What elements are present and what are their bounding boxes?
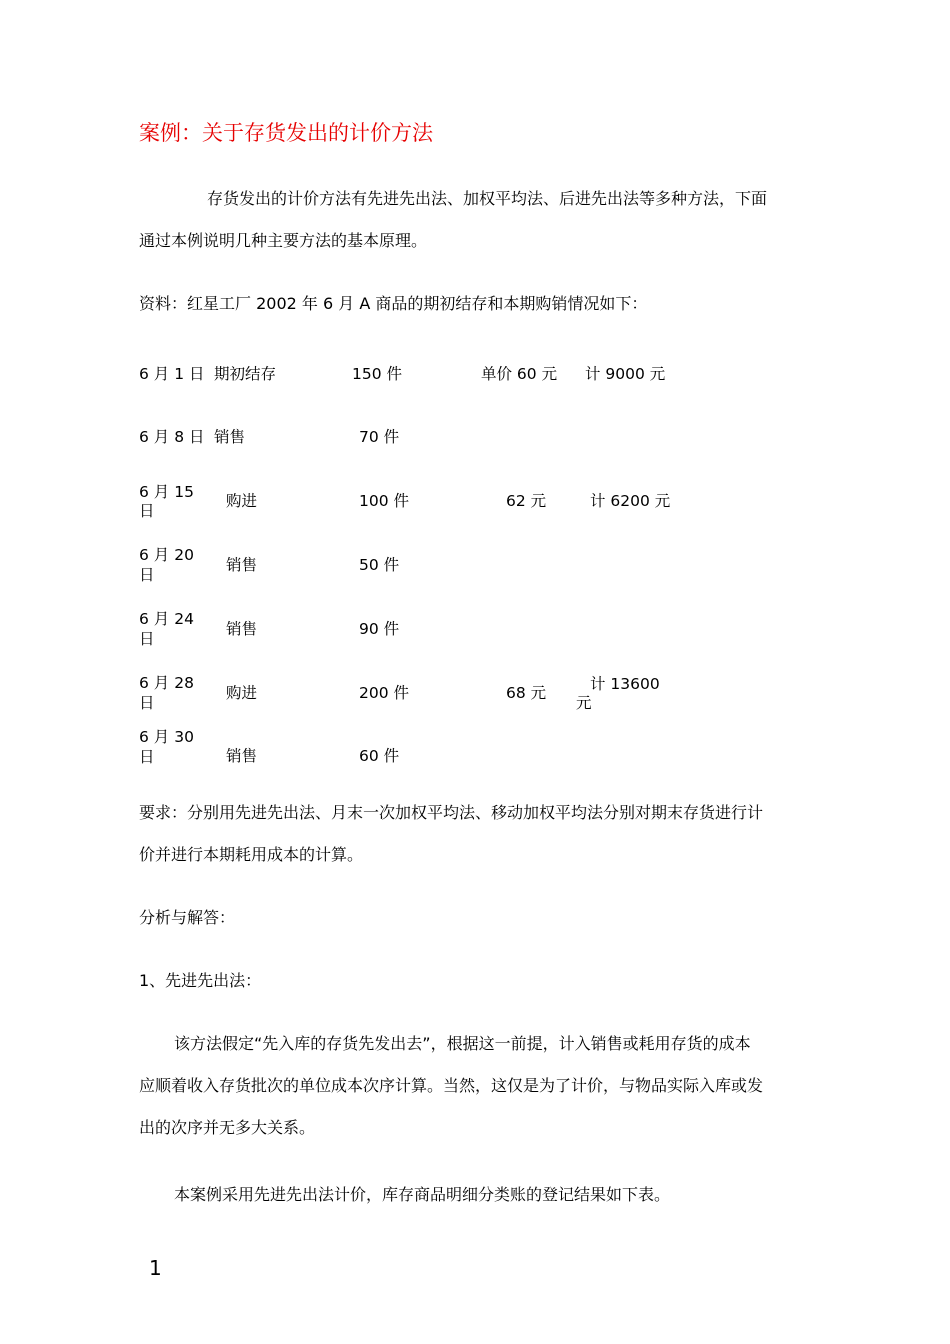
record-price: 单价 60 元 [481,365,558,383]
record-total-part-2: 元 [576,694,592,712]
record-date-part-2: 日 [139,748,155,766]
record-qty: 150 件 [352,365,403,383]
record-type: 销售 [214,428,246,446]
record-total-part-1: 计 13600 [590,675,660,693]
requirement-line-2: 价并进行本期耗用成本的计算。 [139,845,364,864]
record-qty: 100 件 [359,492,410,510]
record-date: 6 月 8 日 [139,428,205,446]
section-1-heading: 1、先进先出法： [139,971,262,990]
record-price: 68 元 [506,684,547,702]
record-date-part-1: 6 月 20 [139,546,194,564]
record-price: 62 元 [506,492,547,510]
record-date-part-2: 日 [139,502,155,520]
record-type: 购进 [226,492,258,510]
intro-line-1: 存货发出的计价方法有先进先出法、加权平均法、后进先出法等多种方法，下面 [207,189,768,208]
section-1-note: 本案例采用先进先出法计价，库存商品明细分类账的登记结果如下表。 [174,1185,671,1204]
record-date-part-1: 6 月 28 [139,674,194,692]
requirement-line-1: 要求：分别用先进先出法、月末一次加权平均法、移动加权平均法分别对期末存货进行计 [139,803,764,822]
intro-line-2: 通过本例说明几种主要方法的基本原理。 [139,231,428,250]
record-date-part-1: 6 月 30 [139,728,194,746]
record-type: 销售 [226,620,258,638]
document-title: 案例：关于存货发出的计价方法 [139,121,433,145]
record-date-part-1: 6 月 15 [139,483,194,501]
record-type: 销售 [226,556,258,574]
source-line: 资料：红星工厂 2002 年 6 月 A 商品的期初结存和本期购销情况如下： [139,294,648,313]
record-type: 购进 [226,684,258,702]
record-qty: 50 件 [359,556,400,574]
record-date-part-1: 6 月 24 [139,610,194,628]
record-type: 期初结存 [214,365,277,383]
record-date-part-2: 日 [139,630,155,648]
record-date: 6 月 1 日 [139,365,205,383]
record-qty: 60 件 [359,747,400,765]
record-total: 计 6200 元 [590,492,671,510]
section-1-para-line-3: 出的次序并无多大关系。 [139,1118,316,1137]
page-number: 1 [149,1256,162,1280]
record-qty: 200 件 [359,684,410,702]
analysis-heading: 分析与解答： [139,908,236,927]
section-1-para-line-1: 该方法假定“先入库的存货先发出去”，根据这一前提，计入销售或耗用存货的成本 [174,1034,751,1053]
record-date-part-2: 日 [139,566,155,584]
record-date-part-2: 日 [139,694,155,712]
record-total: 计 9000 元 [585,365,666,383]
section-1-para-line-2: 应顺着收入存货批次的单位成本次序计算。当然，这仅是为了计价，与物品实际入库或发 [139,1076,764,1095]
record-qty: 70 件 [359,428,400,446]
record-type: 销售 [226,747,258,765]
record-qty: 90 件 [359,620,400,638]
